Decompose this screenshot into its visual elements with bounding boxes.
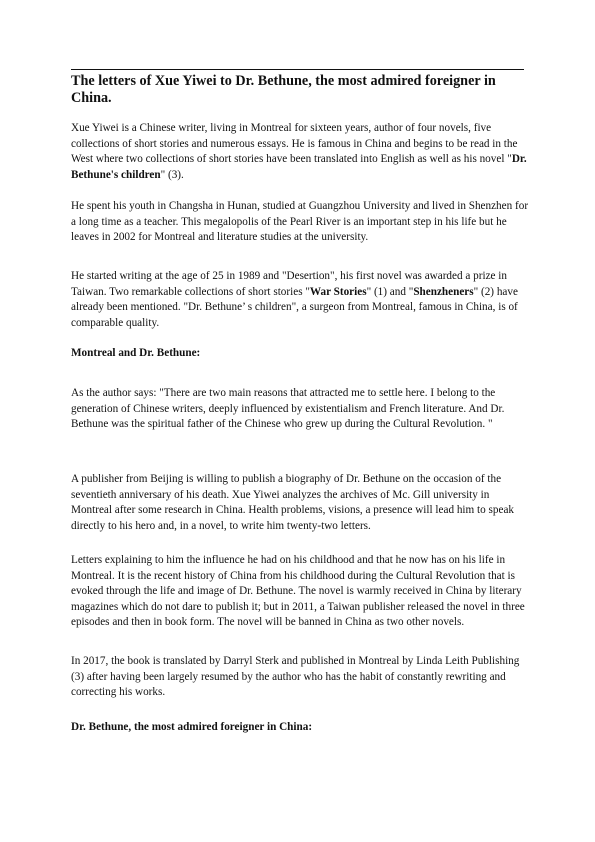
bold-book-title: Shenzheners: [413, 285, 474, 298]
text-run: " (1) and ": [366, 285, 414, 298]
paragraph-youth: He spent his youth in Changsha in Hunan, studied at Guangzhou University and lived in Shenzhen for a long time as a teacher. This megalopolis of the Pearl River is an important step in his life but he leaves in 2002 for Montreal and literature studies at the university.: [71, 200, 529, 244]
paragraph-letters: Letters explaining to him the influence he had on his childhood and that he now has on his life in Montreal. It is the recent history of China from his childhood during the Cultural Revolution that is evoked through the life and image of Dr. Bethune. The novel is warmly received in China by literary magazines which do not dare to publish it; but in 2011, a Taiwan publisher released the novel in three episodes and then in book form. The novel will be banned in China as two other novels.: [71, 554, 525, 629]
text-run: Xue Yiwei is a Chinese writer, living in Montreal for sixteen years, author of four novels, five collections of short stories and numerous essays. He is famous in China and begins to be read in the West where two collections of short stories have been translated into English as well as his novel ": [71, 122, 518, 166]
bold-book-title: War Stories: [309, 285, 367, 298]
section-heading-bethune: Dr. Bethune, the most admired foreigner in China:: [71, 721, 313, 733]
text-run: " (3).: [160, 168, 184, 181]
paragraph-writing: [71, 269, 529, 331]
paragraph-quote: As the author says: "There are two main reasons that attracted me to settle here. I belong to the generation of Chinese writers, deeply influenced by existentialism and French literature. And Dr. Bethune was the spiritual father of the Chinese who grew up during the Cultural Revolution. ": [71, 387, 505, 431]
article-title: The letters of Xue Yiwei to Dr. Bethune, the most admired foreigner in China.: [71, 73, 496, 106]
section-heading-montreal: Montreal and Dr. Bethune:: [71, 347, 201, 359]
bold-novel-title: Dr. Bethune's children: [71, 153, 527, 181]
paragraph-publisher: A publisher from Beijing is willing to publish a biography of Dr. Bethune on the occasion of the seventieth anniversary of his death. Xue Yiwei analyzes the archives of Mc. Gill university in Montreal after some research in China. Health problems, visions, a presence will lead him to speak directly to his hero and, in a novel, to write him twenty-two letters.: [71, 473, 515, 532]
paragraph-intro: [71, 121, 529, 183]
text-run: He started writing at the age of 25 in 1989 and "Desertion", his first novel was awarded a prize in Taiwan. Two remarkable collections of short stories ": [71, 270, 507, 298]
title-rule: [71, 69, 524, 70]
paragraph-translation: In 2017, the book is translated by Darryl Sterk and published in Montreal by Linda Leith Publishing (3) after having been largely resumed by the author who has the habit of constantly rewriting and correcting his works.: [71, 655, 520, 699]
text-run: " (2) have already been mentioned. "Dr. Bethune’ s children", a surgeon from Montreal, famous in China, is of comparable quality.: [71, 285, 518, 329]
